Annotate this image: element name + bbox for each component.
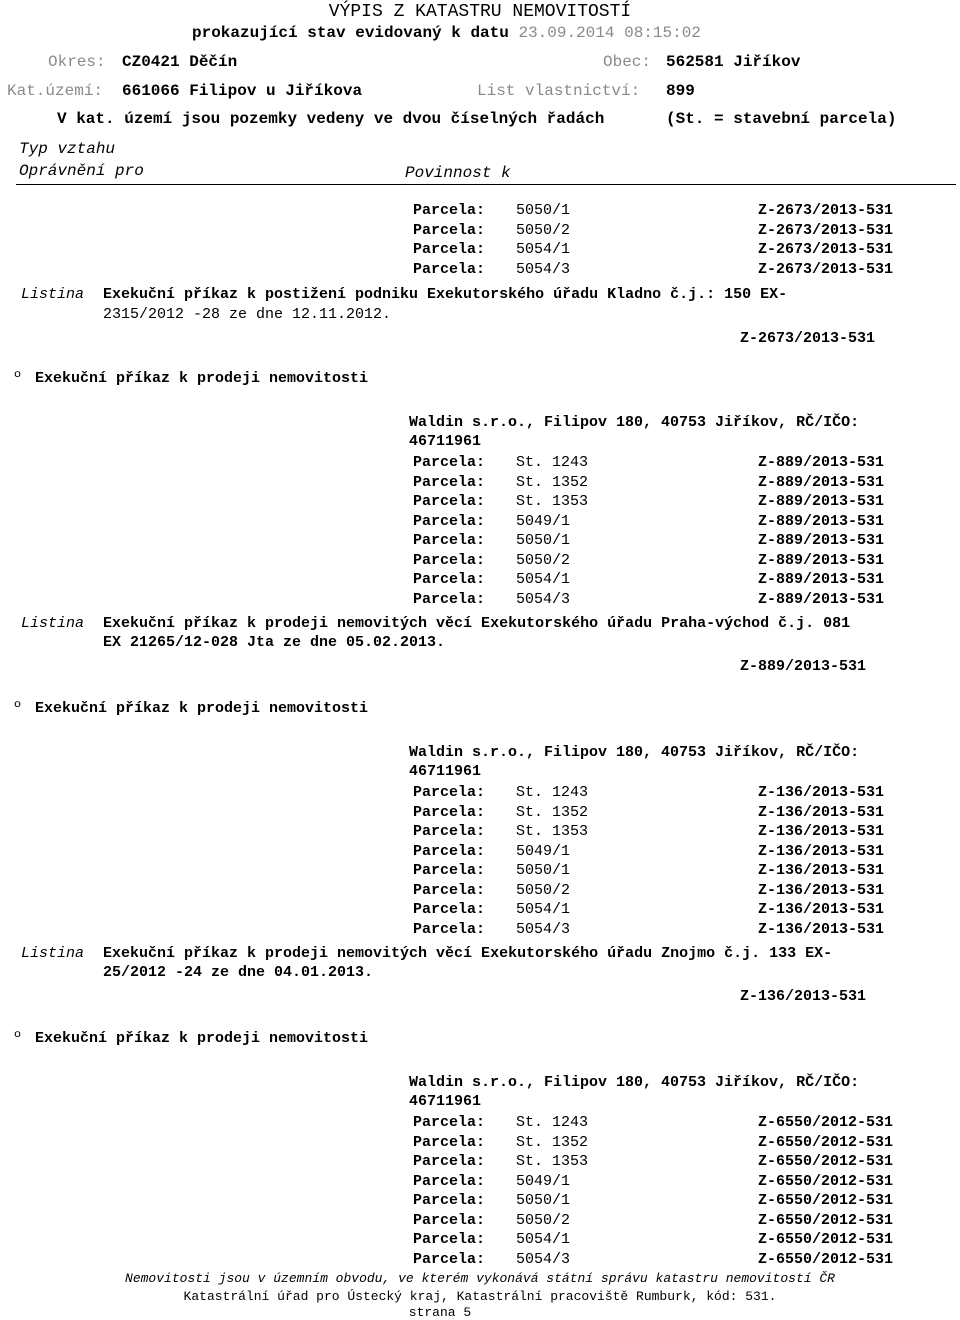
parcel-reference: Z-889/2013-531 <box>758 551 885 569</box>
listina-text-line-2: EX 21265/12-028 Jta ze dne 05.02.2013. <box>103 634 446 651</box>
parcel-reference: Z-2673/2013-531 <box>758 260 894 278</box>
parcel-number: 5050/2 <box>516 221 571 239</box>
parcel-label: Parcela: <box>413 532 486 549</box>
parcel-label: Parcela: <box>413 590 486 608</box>
listina-label: Listina <box>21 286 85 303</box>
bullet-icon: º <box>13 370 23 387</box>
katuzemi-label: Kat.území: <box>7 82 104 100</box>
obec-label: Obec: <box>603 53 652 71</box>
subtitle-prefix: prokazující stav evidovaný k datu <box>192 24 509 42</box>
listina-label: Listina <box>21 615 85 632</box>
parcel-reference: Z-6550/2012-531 <box>758 1211 894 1229</box>
listina-text-line-2: 25/2012 -24 ze dne 04.01.2013. <box>103 964 374 981</box>
parcel-number: 5054/1 <box>516 571 571 588</box>
parcel-number: 5054/1 <box>516 1231 571 1248</box>
subtitle-date: 23.09.2014 08:15:02 <box>518 24 701 42</box>
entity-line-1: Waldin s.r.o., Filipov 180, 40753 Jiříkov, RČ/IČO: <box>409 414 860 431</box>
parcel-number: 5050/2 <box>516 551 571 569</box>
bullet-icon: º <box>13 1030 23 1047</box>
parcel-reference: Z-889/2013-531 <box>758 473 885 491</box>
parcel-reference: Z-136/2013-531 <box>758 901 885 918</box>
parcel-label: Parcela: <box>413 473 486 491</box>
listina-label: Listina <box>21 945 85 962</box>
parcel-reference: Z-136/2013-531 <box>758 842 885 860</box>
parcel-label: Parcela: <box>413 823 486 840</box>
parcel-number: St. 1352 <box>516 1133 589 1151</box>
parcel-label: Parcela: <box>413 221 486 239</box>
listina-text-line-2: 2315/2012 -28 ze dne 12.11.2012. <box>103 306 392 323</box>
listina-reference: Z-136/2013-531 <box>740 988 867 1005</box>
obec-value: 562581 Jiříkov <box>666 53 801 71</box>
entity-line-2: 46711961 <box>409 433 482 450</box>
section-heading: Exekuční příkaz k prodeji nemovitosti <box>35 1030 369 1047</box>
parcel-label: Parcela: <box>413 512 486 530</box>
parcel-label: Parcela: <box>413 1114 486 1131</box>
parcel-reference: Z-136/2013-531 <box>758 881 885 899</box>
parcel-number: St. 1353 <box>516 823 589 840</box>
parcel-label: Parcela: <box>413 1153 486 1170</box>
parcel-label: Parcela: <box>413 920 486 938</box>
parcel-number: 5049/1 <box>516 512 571 530</box>
parcel-label: Parcela: <box>413 803 486 821</box>
parcel-label: Parcela: <box>413 842 486 860</box>
parcel-label: Parcela: <box>413 784 486 801</box>
parcel-number: 5050/2 <box>516 881 571 899</box>
parcel-number: 5054/3 <box>516 1250 571 1268</box>
parcel-reference: Z-136/2013-531 <box>758 862 885 879</box>
parcel-number: 5054/1 <box>516 241 571 258</box>
note-left: V kat. území jsou pozemky vedeny ve dvou číselných řadách <box>57 110 605 128</box>
footer-line-2: Katastrální úřad pro Ústecký kraj, Katastrální pracoviště Rumburk, kód: 531. <box>183 1289 777 1304</box>
parcel-reference: Z-6550/2012-531 <box>758 1192 894 1209</box>
okres-value: CZ0421 Děčín <box>122 53 238 71</box>
parcel-number: 5049/1 <box>516 842 571 860</box>
parcel-label: Parcela: <box>413 454 486 471</box>
bullet-icon: º <box>13 700 23 717</box>
parcel-label: Parcela: <box>413 1133 486 1151</box>
col-opravneni-pro: Oprávnění pro <box>19 162 144 180</box>
parcel-number: St. 1353 <box>516 1153 589 1170</box>
parcel-number: 5054/3 <box>516 260 571 278</box>
parcel-label: Parcela: <box>413 241 486 258</box>
listina-text-line-1: Exekuční příkaz k prodeji nemovitých věcí Exekutorského úřadu Znojmo č.j. 133 EX- <box>103 945 833 962</box>
parcel-number: 5049/1 <box>516 1172 571 1190</box>
parcel-label: Parcela: <box>413 493 486 510</box>
parcel-reference: Z-2673/2013-531 <box>758 202 894 219</box>
parcel-number: St. 1353 <box>516 493 589 510</box>
parcel-reference: Z-6550/2012-531 <box>758 1231 894 1248</box>
list-value: 899 <box>666 82 695 100</box>
parcel-number: 5054/1 <box>516 901 571 918</box>
parcel-reference: Z-6550/2012-531 <box>758 1172 894 1190</box>
parcel-label: Parcela: <box>413 202 486 219</box>
parcel-reference: Z-889/2013-531 <box>758 493 885 510</box>
parcel-number: 5050/1 <box>516 1192 571 1209</box>
parcel-label: Parcela: <box>413 881 486 899</box>
parcel-label: Parcela: <box>413 1172 486 1190</box>
parcel-label: Parcela: <box>413 1192 486 1209</box>
parcel-label: Parcela: <box>413 1250 486 1268</box>
document-title: VÝPIS Z KATASTRU NEMOVITOSTÍ <box>328 2 632 22</box>
entity-line-2: 46711961 <box>409 1093 482 1110</box>
section-heading: Exekuční příkaz k prodeji nemovitosti <box>35 370 369 387</box>
parcel-label: Parcela: <box>413 901 486 918</box>
entity-line-2: 46711961 <box>409 763 482 780</box>
parcel-label: Parcela: <box>413 862 486 879</box>
parcel-number: 5050/2 <box>516 1211 571 1229</box>
okres-label: Okres: <box>48 53 106 71</box>
parcel-label: Parcela: <box>413 551 486 569</box>
parcel-number: 5050/1 <box>516 202 571 219</box>
listina-reference: Z-2673/2013-531 <box>740 330 876 347</box>
parcel-number: 5054/3 <box>516 590 571 608</box>
list-label: List vlastnictví: <box>477 82 641 100</box>
parcel-label: Parcela: <box>413 571 486 588</box>
parcel-reference: Z-889/2013-531 <box>758 512 885 530</box>
parcel-reference: Z-136/2013-531 <box>758 784 885 801</box>
parcel-label: Parcela: <box>413 1231 486 1248</box>
col-povinnost-k: Povinnost k <box>405 164 511 182</box>
parcel-number: St. 1243 <box>516 454 589 471</box>
parcel-reference: Z-6550/2012-531 <box>758 1250 894 1268</box>
parcel-number: 5050/1 <box>516 532 571 549</box>
listina-text-line-1: Exekuční příkaz k prodeji nemovitých věcí Exekutorského úřadu Praha-východ č.j. 081 <box>103 615 851 632</box>
parcel-label: Parcela: <box>413 260 486 278</box>
parcel-reference: Z-2673/2013-531 <box>758 221 894 239</box>
document-subtitle <box>192 24 701 42</box>
parcel-number: St. 1243 <box>516 1114 589 1131</box>
parcel-reference: Z-889/2013-531 <box>758 590 885 608</box>
parcel-reference: Z-889/2013-531 <box>758 454 885 471</box>
parcel-number: St. 1352 <box>516 803 589 821</box>
parcel-reference: Z-6550/2012-531 <box>758 1153 894 1170</box>
footer-line-1: Nemovitosti jsou v územním obvodu, ve kterém vykonává státní správu katastru nemovitostí ČR <box>125 1271 835 1286</box>
parcel-label: Parcela: <box>413 1211 486 1229</box>
listina-reference: Z-889/2013-531 <box>740 658 867 675</box>
parcel-reference: Z-136/2013-531 <box>758 803 885 821</box>
listina-text-line-1: Exekuční příkaz k postižení podniku Exekutorského úřadu Kladno č.j.: 150 EX- <box>103 286 788 303</box>
parcel-reference: Z-136/2013-531 <box>758 823 885 840</box>
parcel-reference: Z-6550/2012-531 <box>758 1114 894 1131</box>
entity-line-1: Waldin s.r.o., Filipov 180, 40753 Jiříkov, RČ/IČO: <box>409 1074 860 1091</box>
entity-line-1: Waldin s.r.o., Filipov 180, 40753 Jiříkov, RČ/IČO: <box>409 744 860 761</box>
parcel-number: St. 1352 <box>516 473 589 491</box>
parcel-reference: Z-889/2013-531 <box>758 571 885 588</box>
note-right: (St. = stavební parcela) <box>666 110 897 128</box>
page-number: strana 5 <box>408 1305 472 1320</box>
parcel-reference: Z-6550/2012-531 <box>758 1133 894 1151</box>
katuzemi-value: 661066 Filipov u Jiříkova <box>122 82 363 100</box>
header-divider <box>16 184 956 185</box>
section-heading: Exekuční příkaz k prodeji nemovitosti <box>35 700 369 717</box>
parcel-number: St. 1243 <box>516 784 589 801</box>
parcel-reference: Z-889/2013-531 <box>758 532 885 549</box>
parcel-reference: Z-136/2013-531 <box>758 920 885 938</box>
col-typ-vztahu: Typ vztahu <box>19 140 116 158</box>
parcel-reference: Z-2673/2013-531 <box>758 241 894 258</box>
parcel-number: 5050/1 <box>516 862 571 879</box>
parcel-number: 5054/3 <box>516 920 571 938</box>
